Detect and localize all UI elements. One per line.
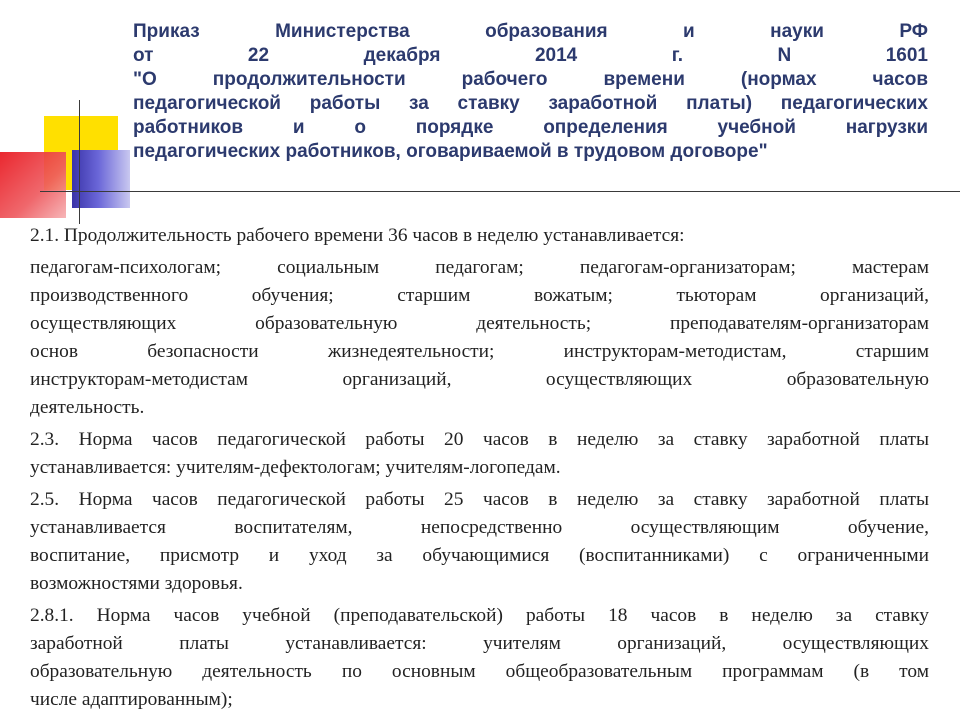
decor-blue-square xyxy=(72,150,130,208)
text-line: заработной платы устанавливается: учителям организаций, осуществляющих xyxy=(30,633,929,654)
paragraph-2-5 xyxy=(30,486,929,598)
title-line: работников и о порядке определения учебной нагрузки xyxy=(133,117,928,138)
document-body xyxy=(30,222,929,718)
text-line: основ безопасности жизнедеятельности; инструкторам-методистам, старшим xyxy=(30,341,929,362)
decor-horizontal-line xyxy=(40,191,960,192)
text-line: производственного обучения; старшим вожатым; тьюторам организаций, xyxy=(30,285,929,306)
text-line: деятельность. xyxy=(30,397,145,418)
title-line: педагогической работы за ставку заработной платы) педагогических xyxy=(133,93,928,114)
decor-red-square xyxy=(0,152,66,218)
decor-vertical-line xyxy=(79,100,80,224)
text-line: осуществляющих образовательную деятельность; преподавателям-организаторам xyxy=(30,313,929,334)
text-line: 2.3. Норма часов педагогической работы 20 часов в неделю за ставку заработной платы xyxy=(30,429,929,450)
paragraph-2-1 xyxy=(30,222,929,250)
title-line: "О продолжительности рабочего времени (нормах часов xyxy=(133,69,928,90)
title-line: Приказ Министерства образования и науки РФ xyxy=(133,21,928,42)
slide-title xyxy=(133,20,928,164)
paragraph-2-3 xyxy=(30,426,929,482)
text-line: 2.8.1. Норма часов учебной (преподавательской) работы 18 часов в неделю за ставку xyxy=(30,605,929,626)
text-line: педагогам-психологам; социальным педагогам; педагогам-организаторам; мастерам xyxy=(30,257,929,278)
text-line: числе адаптированным); xyxy=(30,689,233,710)
title-line: от 22 декабря 2014 г. N 1601 xyxy=(133,45,928,66)
text-line: инструкторам-методистам организаций, осуществляющих образовательную xyxy=(30,369,929,390)
text-line: устанавливается: учителям-дефектологам; учителям-логопедам. xyxy=(30,457,561,478)
text-line: устанавливается воспитателям, непосредственно осуществляющим обучение, xyxy=(30,517,929,538)
paragraph-2-1-list xyxy=(30,254,929,422)
text-line: 2.1. Продолжительность рабочего времени 36 часов в неделю устанавливается: xyxy=(30,225,685,246)
title-line: педагогических работников, оговариваемой в трудовом договоре" xyxy=(133,141,768,162)
text-line: воспитание, присмотр и уход за обучающимися (воспитанниками) с ограниченными xyxy=(30,545,929,566)
text-line: возможностями здоровья. xyxy=(30,573,243,594)
text-line: 2.5. Норма часов педагогической работы 25 часов в неделю за ставку заработной платы xyxy=(30,489,929,510)
paragraph-2-8-1 xyxy=(30,602,929,714)
text-line: образовательную деятельность по основным общеобразовательным программам (в том xyxy=(30,661,929,682)
